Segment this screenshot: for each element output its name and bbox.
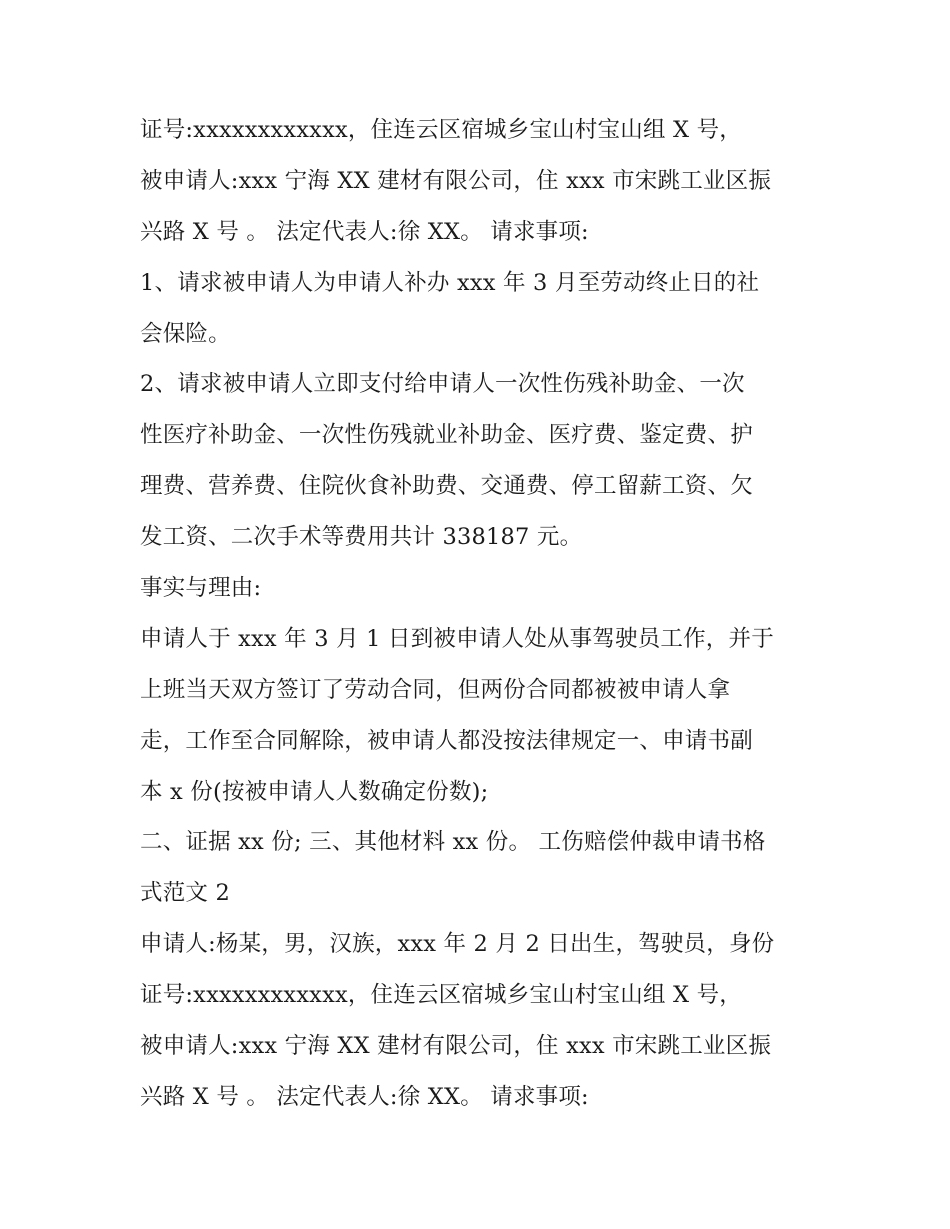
text-line: 证号:xxxxxxxxxxxx，住连云区宿城乡宝山村宝山组 X 号， — [140, 117, 742, 143]
document-body — [140, 105, 820, 1123]
text-line: 被申请人:xxx 宁海 XX 建材有限公司，住 xxx 市宋跳工业区振 — [140, 167, 772, 194]
text-line: 会保险。 — [140, 320, 231, 347]
text-line: 申请人于 xxx 年 3 月 1 日到被申请人处从事驾驶员工作，并于 — [140, 625, 774, 652]
text-line: 理费、营养费、住院伙食补助费、交通费、停工留薪工资、欠 — [140, 473, 753, 500]
text-line: 申请人:杨某，男，汉族，xxx 年 2 月 2 日出生，驾驶员，身份 — [140, 931, 775, 958]
text-line: 二、证据 xx 份; 三、其他材料 xx 份。 工伤赔偿仲裁申请书格 — [140, 829, 766, 856]
text-line: 兴路 X 号 。 法定代表人:徐 XX。 请求事项: — [140, 218, 589, 245]
text-line: 1、请求被申请人为申请人补办 xxx 年 3 月至劳动终止日的社 — [140, 269, 760, 296]
text-line: 走，工作至合同解除，被申请人都没按法律规定一、申请书副 — [140, 727, 753, 754]
section-heading: 事实与理由: — [140, 575, 262, 602]
text-line: 兴路 X 号 。 法定代表人:徐 XX。 请求事项: — [140, 1083, 589, 1110]
text-line: 证号:xxxxxxxxxxxx，住连云区宿城乡宝山村宝山组 X 号， — [140, 982, 742, 1009]
text-line: 发工资、二次手术等费用共计 338187 元。 — [140, 524, 583, 551]
text-line: 上班当天双方签订了劳动合同，但两份合同都被被申请人拿 — [140, 676, 731, 703]
text-line: 性医疗补助金、一次性伤残就业补助金、医疗费、鉴定费、护 — [140, 422, 753, 449]
text-line: 本 x 份(按被申请人人数确定份数); — [140, 778, 489, 805]
text-line: 式范文 2 — [140, 880, 230, 907]
text-line: 2、请求被申请人立即支付给申请人一次性伤残补助金、一次 — [140, 371, 745, 398]
text-line: 被申请人:xxx 宁海 XX 建材有限公司，住 xxx 市宋跳工业区振 — [140, 1033, 772, 1060]
